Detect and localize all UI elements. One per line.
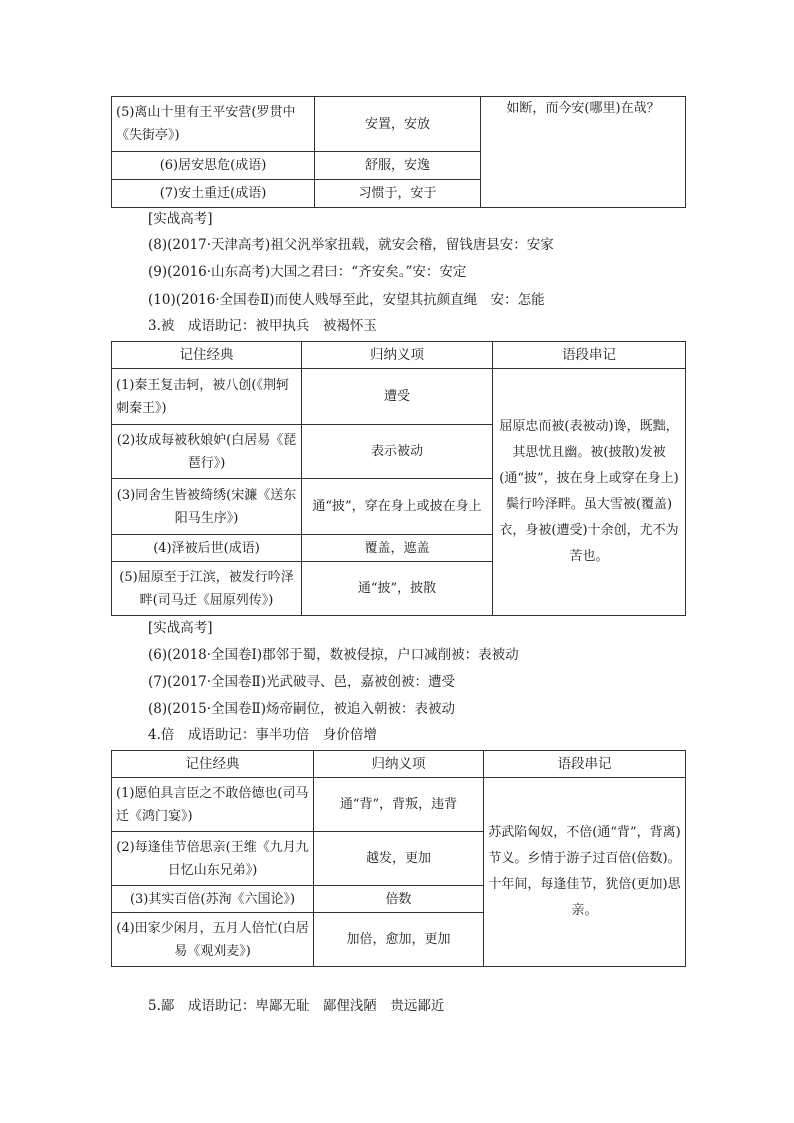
source-cell: (4)泽被后世(成语) bbox=[112, 535, 302, 562]
table-header-row bbox=[112, 751, 686, 778]
meaning-cell: 倍数 bbox=[314, 886, 484, 913]
exam-line: (9)(2016·山东高考)大国之君曰：“齐安矣。”安：安定 bbox=[148, 264, 467, 280]
exam-line: (8)(2017·天津高考)祖父汎举家扭载，就安会稽，留钱唐县安：安家 bbox=[148, 237, 554, 253]
exam-line: (8)(2015·全国卷Ⅱ)炀帝嗣位，被追入朝被：表被动 bbox=[148, 701, 455, 717]
source-cell: (1)秦王复击轲，被八创(《荆轲刺秦王》) bbox=[112, 369, 302, 425]
source-cell: (5)离山十里有王平安营(罗贯中《失街亭》) bbox=[112, 97, 315, 152]
exam-heading: [实战高考] bbox=[148, 620, 213, 636]
section3-table bbox=[111, 341, 686, 616]
column-header: 语段串记 bbox=[484, 751, 686, 778]
section2-table bbox=[111, 96, 686, 208]
column-header: 记住经典 bbox=[112, 751, 314, 778]
source-cell: (1)愿伯具言臣之不敢倍德也(司马迁《鸿门宴》) bbox=[112, 778, 314, 832]
source-cell: (3)同舍生皆被绮绣(宋濂《送东阳马生序》) bbox=[112, 479, 302, 535]
meaning-cell: 安置，安放 bbox=[315, 97, 481, 152]
section-heading: 3.被 成语助记：被甲执兵 被褐怀玉 bbox=[148, 318, 377, 334]
meaning-cell: 通“披”，穿在身上或披在身上 bbox=[302, 479, 493, 535]
source-cell: (6)居安思危(成语) bbox=[112, 152, 315, 180]
meaning-cell: 覆盖，遮盖 bbox=[302, 535, 493, 562]
meaning-cell: 通“背”，背叛，违背 bbox=[314, 778, 484, 832]
exam-line: (6)(2018·全国卷Ⅰ)郡邻于蜀，数被侵掠，户口减削被：表被动 bbox=[148, 647, 519, 663]
section-heading: 5.鄙 成语助记：卑鄙无耻 鄙俚浅陋 贵远鄙近 bbox=[148, 998, 445, 1014]
table-row bbox=[112, 369, 686, 425]
paragraph-cell: 如断，而今安(哪里)在哉？ bbox=[481, 97, 686, 208]
exam-line: (10)(2016·全国卷Ⅱ)而使人贱辱至此，安望其抗颜直绳 安：怎能 bbox=[148, 292, 545, 308]
meaning-cell: 加倍，愈加，更加 bbox=[314, 913, 484, 967]
table-header-row bbox=[112, 342, 686, 369]
column-header: 语段串记 bbox=[493, 342, 686, 369]
source-cell: (3)其实百倍(苏洵《六国论》) bbox=[112, 886, 314, 913]
exam-heading: [实战高考] bbox=[148, 211, 213, 227]
source-cell: (2)妆成每被秋娘妒(白居易《琵琶行》) bbox=[112, 425, 302, 479]
paragraph-cell: 屈原忠而被(表被动)谗，既黜，其思忧且幽。被(披散)发被(通“披”，披在身上或穿在身上)鬓行吟泽畔。虽大雪被(覆盖)衣，身被(遭受)十余创，尤不为苦也。 bbox=[493, 369, 686, 616]
column-header: 归纳义项 bbox=[314, 751, 484, 778]
meaning-cell: 遭受 bbox=[302, 369, 493, 425]
section4-table bbox=[111, 750, 686, 967]
source-cell: (7)安土重迁(成语) bbox=[112, 180, 315, 208]
source-cell: (5)屈原至于江滨，被发行吟泽畔(司马迁《屈原列传》) bbox=[112, 562, 302, 616]
table-row bbox=[112, 778, 686, 832]
meaning-cell: 表示被动 bbox=[302, 425, 493, 479]
meaning-cell: 舒服，安逸 bbox=[315, 152, 481, 180]
table-row bbox=[112, 97, 686, 152]
meaning-cell: 越发，更加 bbox=[314, 832, 484, 886]
column-header: 归纳义项 bbox=[302, 342, 493, 369]
column-header: 记住经典 bbox=[112, 342, 302, 369]
exam-line: (7)(2017·全国卷Ⅱ)光武破寻、邑，嘉被创被：遭受 bbox=[148, 674, 455, 690]
source-cell: (2)每逢佳节倍思亲(王维《九月九日忆山东兄弟》) bbox=[112, 832, 314, 886]
section-heading: 4.倍 成语助记：事半功倍 身价倍增 bbox=[148, 727, 377, 743]
meaning-cell: 习惯于，安于 bbox=[315, 180, 481, 208]
source-cell: (4)田家少闲月，五月人倍忙(白居易《观刈麦》) bbox=[112, 913, 314, 967]
paragraph-cell: 苏武陷匈奴，不倍(通“背”，背离)节义。乡情于游子过百倍(倍数)。十年间，每逢佳节，犹倍(更加)思亲。 bbox=[484, 778, 686, 967]
meaning-cell: 通“披”，披散 bbox=[302, 562, 493, 616]
